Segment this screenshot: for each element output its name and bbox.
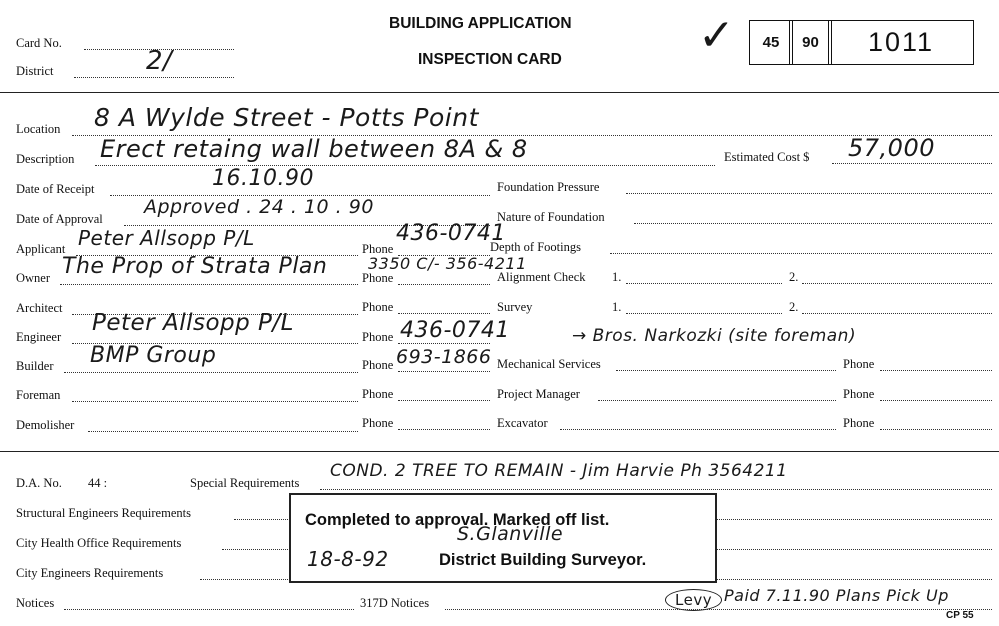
demolisher-label: Demolisher <box>16 418 75 432</box>
da-value: 44 : <box>88 476 108 490</box>
levy-circle: Levy <box>665 589 722 611</box>
builder-phone-field <box>398 371 490 372</box>
engineer-phone-field <box>398 343 490 344</box>
code-box-1: 45 <box>749 20 793 65</box>
district-field <box>74 77 234 78</box>
title-line1: BUILDING APPLICATION <box>389 15 572 32</box>
project-manager-phone-field <box>880 400 992 401</box>
foundation-pressure-field <box>626 193 992 194</box>
district-label: District <box>16 64 54 78</box>
notices-317d-label: 317D Notices <box>360 596 430 610</box>
mechanical-phone-label: Phone <box>843 357 875 371</box>
engineer-phone-label: Phone <box>362 330 394 344</box>
estimated-cost-label: Estimated Cost $ <box>724 150 810 164</box>
owner-phone-field <box>398 284 490 285</box>
estimated-cost-field <box>832 163 992 164</box>
header-divider <box>0 92 999 93</box>
form-code: CP 55 <box>946 610 974 621</box>
stamp-date: 18-8-92 <box>307 547 389 571</box>
foreman-field <box>72 401 358 402</box>
description-label: Description <box>16 152 75 166</box>
engineer-label: Engineer <box>16 330 62 344</box>
notices-317d-field <box>445 609 992 610</box>
description-field <box>95 165 715 166</box>
special-req-field <box>320 489 992 490</box>
applicant-label: Applicant <box>16 242 66 256</box>
owner-field <box>60 284 358 285</box>
special-req-value: COND. 2 TREE TO REMAIN - Jim Harvie Ph 3564211 <box>330 461 788 481</box>
district-value: 2/ <box>146 46 173 76</box>
alignment-check-label: Alignment Check <box>497 270 586 284</box>
main-divider <box>0 451 999 452</box>
city-eng-label: City Engineers Requirements <box>16 566 164 580</box>
excavator-phone-label: Phone <box>843 416 875 430</box>
excavator-phone-field <box>880 429 992 430</box>
builder-value: BMP Group <box>90 343 217 368</box>
mechanical-services-field <box>616 370 836 371</box>
foreman-label: Foreman <box>16 388 61 402</box>
health-label: City Health Office Requirements <box>16 536 182 550</box>
completion-stamp <box>289 493 717 583</box>
check-mark-icon: ✓ <box>698 10 736 61</box>
owner-label: Owner <box>16 271 51 285</box>
stamp-signature: S.Glanville <box>457 523 564 545</box>
date-approval-label: Date of Approval <box>16 212 103 226</box>
owner-phone-label: Phone <box>362 271 394 285</box>
builder-label: Builder <box>16 359 54 373</box>
builder-field <box>64 372 358 373</box>
owner-phone-value: 3350 C/- 356-4211 <box>368 254 527 273</box>
engineer-phone-value: 436-0741 <box>400 318 510 343</box>
da-label: D.A. No. <box>16 476 62 490</box>
foreman-phone-field <box>398 400 490 401</box>
project-manager-field <box>598 400 836 401</box>
stamp-line2: District Building Surveyor. <box>439 551 647 569</box>
date-receipt-value: 16.10.90 <box>212 166 314 191</box>
survey-num2: 2. <box>789 300 799 314</box>
applicant-phone-value: 436-0741 <box>396 221 506 246</box>
builder-phone-label: Phone <box>362 358 394 372</box>
notices-field <box>64 609 354 610</box>
paid-note: Paid 7.11.90 Plans Pick Up <box>724 586 949 605</box>
builder-phone-value: 693-1866 <box>396 346 492 368</box>
description-value: Erect retaing wall between 8A & 8 <box>100 135 528 163</box>
architect-label: Architect <box>16 301 63 315</box>
stamp-line1: Completed to approval. Marked off list. <box>305 511 610 529</box>
foundation-pressure-label: Foundation Pressure <box>497 180 600 194</box>
project-manager-phone-label: Phone <box>843 387 875 401</box>
title-line2: INSPECTION CARD <box>418 51 562 68</box>
owner-value: The Prop of Strata Plan <box>62 254 328 279</box>
nature-foundation-label: Nature of Foundation <box>497 210 605 224</box>
alignment-num1: 1. <box>612 270 622 284</box>
applicant-value: Peter Allsopp P/L <box>78 226 255 250</box>
foreman-phone-label: Phone <box>362 387 394 401</box>
demolisher-phone-field <box>398 429 490 430</box>
code-box-2: 90 <box>789 20 832 65</box>
structural-label: Structural Engineers Requirements <box>16 506 191 520</box>
project-manager-label: Project Manager <box>497 387 580 401</box>
alignment-field-2 <box>802 283 992 284</box>
mechanical-services-label: Mechanical Services <box>497 357 601 371</box>
depth-footings-label: Depth of Footings <box>490 240 581 254</box>
engineer-value: Peter Allsopp P/L <box>92 310 294 336</box>
special-req-label: Special Requirements <box>190 476 300 490</box>
alignment-field-1 <box>626 283 782 284</box>
alignment-num2: 2. <box>789 270 799 284</box>
code-box-3: 1011 <box>828 20 974 65</box>
architect-phone-field <box>398 313 490 314</box>
depth-footings-field <box>610 253 992 254</box>
mechanical-phone-field <box>880 370 992 371</box>
estimated-cost-value: 57,000 <box>848 134 935 162</box>
survey-label: Survey <box>497 300 533 314</box>
demolisher-field <box>88 431 358 432</box>
demolisher-phone-label: Phone <box>362 416 394 430</box>
card-no-label: Card No. <box>16 36 62 50</box>
location-label: Location <box>16 122 61 136</box>
nature-foundation-field <box>634 223 992 224</box>
notices-label: Notices <box>16 596 55 610</box>
applicant-phone-label: Phone <box>362 242 394 256</box>
excavator-label: Excavator <box>497 416 548 430</box>
survey-field-1 <box>626 313 782 314</box>
architect-phone-label: Phone <box>362 300 394 314</box>
mechanical-note: → Bros. Narkozki (site foreman) <box>572 326 857 346</box>
survey-num1: 1. <box>612 300 622 314</box>
excavator-field <box>560 429 836 430</box>
survey-field-2 <box>802 313 992 314</box>
date-approval-value: Approved . 24 . 10 . 90 <box>144 196 374 218</box>
date-receipt-label: Date of Receipt <box>16 182 95 196</box>
location-value: 8 A Wylde Street - Potts Point <box>94 103 479 132</box>
